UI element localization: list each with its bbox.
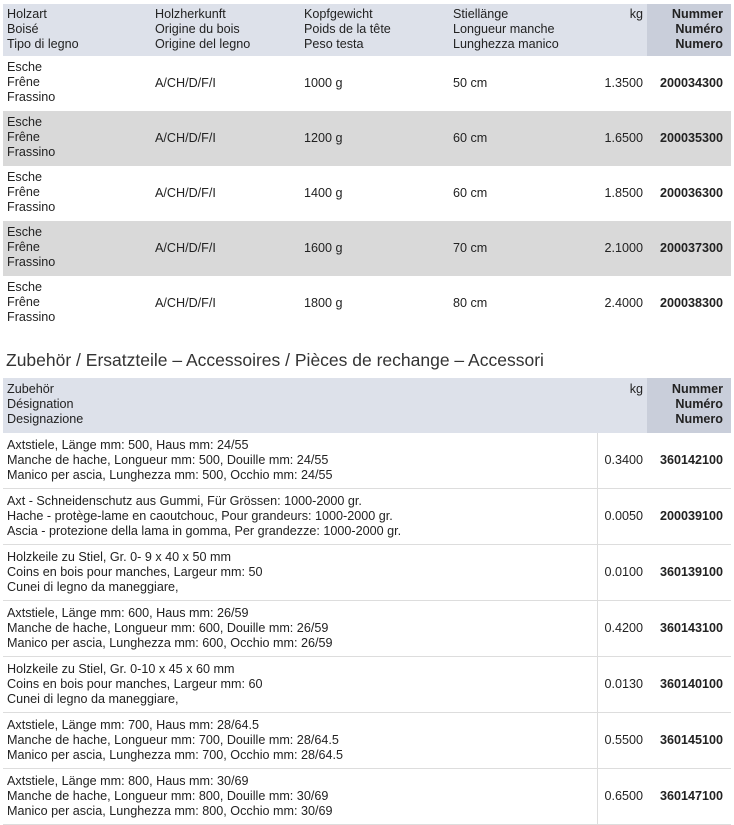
header-head-weight: Kopfgewicht Poids de la tête Peso testa	[304, 7, 391, 51]
origin-cell: A/CH/D/F/I	[155, 186, 216, 200]
origin-cell: A/CH/D/F/I	[155, 76, 216, 90]
table-row[interactable]	[3, 713, 731, 769]
head-weight-cell: 1400 g	[304, 186, 343, 200]
number-cell: 360145100	[659, 733, 723, 747]
wood-cell: Esche Frêne Frassino	[7, 225, 56, 269]
kg-cell: 1.6500	[604, 131, 643, 145]
handle-length-cell: 50 cm	[453, 76, 488, 90]
designation-cell: Axtstiele, Länge mm: 500, Haus mm: 24/55 Manche de hache, Longueur mm: 500, Douille mm: 24/55 Manico per ascia, Lunghezza mm: 500, Occhio mm: 24/55	[3, 433, 598, 488]
wood-cell: Esche Frêne Frassino	[7, 280, 56, 324]
table-row[interactable]	[3, 545, 731, 601]
kg-cell: 0.3400	[604, 453, 643, 467]
origin-cell: A/CH/D/F/I	[155, 241, 216, 255]
header-wood: Holzart Boisé Tipo di legno	[7, 7, 79, 51]
kg-cell: 0.4200	[604, 621, 643, 635]
accessories-table-header	[3, 378, 731, 433]
head-weight-cell: 1000 g	[304, 76, 343, 90]
number-cell: 200038300	[659, 296, 723, 310]
number-cell: 360147100	[659, 789, 723, 803]
designation-cell: Axtstiele, Länge mm: 800, Haus mm: 30/69 Manche de hache, Longueur mm: 800, Douille mm: 30/69 Manico per ascia, Lunghezza mm: 800, Occhio mm: 30/69	[3, 769, 598, 824]
head-weight-cell: 1600 g	[304, 241, 343, 255]
kg-cell: 0.5500	[604, 733, 643, 747]
head-weight-cell: 1800 g	[304, 296, 343, 310]
kg-cell: 0.0100	[604, 565, 643, 579]
accessories-table	[3, 378, 731, 825]
kg-cell: 1.3500	[604, 76, 643, 90]
number-cell: 360140100	[659, 677, 723, 691]
kg-cell: 2.4000	[604, 296, 643, 310]
header-origin: Holzherkunft Origine du bois Origine del legno	[155, 7, 251, 51]
designation-cell: Holzkeile zu Stiel, Gr. 0- 9 x 40 x 50 mm Coins en bois pour manches, Largeur mm: 50 Cunei di legno da maneggiare,	[3, 545, 598, 600]
kg-cell: 0.0130	[604, 677, 643, 691]
table-row[interactable]	[3, 601, 731, 657]
number-cell: 200035300	[659, 131, 723, 145]
table-row[interactable]	[3, 769, 731, 825]
number-cell: 360139100	[659, 565, 723, 579]
kg-cell: 2.1000	[604, 241, 643, 255]
table-row[interactable]	[3, 56, 731, 111]
accessories-title: Zubehör / Ersatzteile – Accessoires / Pièces de rechange – Accessori	[6, 350, 544, 370]
table-row[interactable]	[3, 276, 731, 331]
number-cell: 360142100	[659, 453, 723, 467]
kg-cell: 1.8500	[604, 186, 643, 200]
kg-cell: 0.6500	[604, 789, 643, 803]
wood-cell: Esche Frêne Frassino	[7, 60, 56, 104]
wood-cell: Esche Frêne Frassino	[7, 115, 56, 159]
table-row[interactable]	[3, 221, 731, 276]
header-handle-length: Stiellänge Longueur manche Lunghezza manico	[453, 7, 559, 51]
wood-cell: Esche Frêne Frassino	[7, 170, 56, 214]
header-number: Nummer Numéro Numero	[647, 4, 731, 56]
kg-cell: 0.0050	[604, 509, 643, 523]
designation-cell: Axtstiele, Länge mm: 600, Haus mm: 26/59 Manche de hache, Longueur mm: 600, Douille mm: 26/59 Manico per ascia, Lunghezza mm: 600, Occhio mm: 26/59	[3, 601, 598, 656]
origin-cell: A/CH/D/F/I	[155, 131, 216, 145]
number-cell: 200034300	[659, 76, 723, 90]
handle-length-cell: 70 cm	[453, 241, 488, 255]
product-table	[3, 4, 731, 331]
product-table-header	[3, 4, 731, 56]
handle-length-cell: 80 cm	[453, 296, 488, 310]
table-row[interactable]	[3, 111, 731, 166]
head-weight-cell: 1200 g	[304, 131, 343, 145]
designation-cell: Holzkeile zu Stiel, Gr. 0-10 x 45 x 60 mm Coins en bois pour manches, Largeur mm: 60 Cunei di legno da maneggiare,	[3, 657, 598, 712]
table-row[interactable]	[3, 166, 731, 221]
handle-length-cell: 60 cm	[453, 131, 488, 145]
header-kg: kg	[629, 382, 643, 396]
designation-cell: Axtstiele, Länge mm: 700, Haus mm: 28/64.5 Manche de hache, Longueur mm: 700, Douille mm: 28/64.5 Manico per ascia, Lunghezza mm: 700, Occhio mm: 28/64.5	[3, 713, 598, 768]
number-cell: 200039100	[659, 509, 723, 523]
number-cell: 360143100	[659, 621, 723, 635]
handle-length-cell: 60 cm	[453, 186, 488, 200]
number-cell: 200037300	[659, 241, 723, 255]
origin-cell: A/CH/D/F/I	[155, 296, 216, 310]
header-number: Nummer Numéro Numero	[647, 378, 731, 433]
table-row[interactable]	[3, 657, 731, 713]
number-cell: 200036300	[659, 186, 723, 200]
table-row[interactable]	[3, 489, 731, 545]
header-kg: kg	[629, 7, 643, 21]
table-row[interactable]	[3, 433, 731, 489]
designation-cell: Axt - Schneidenschutz aus Gummi, Für Grössen: 1000-2000 gr. Hache - protège-lame en caoutchouc, Pour grandeurs: 1000-2000 gr. Ascia - protezione della lama in gomma, Per grandezze: 1000-2000 gr.	[3, 489, 598, 544]
header-designation: Zubehör Désignation Designazione	[7, 382, 84, 426]
